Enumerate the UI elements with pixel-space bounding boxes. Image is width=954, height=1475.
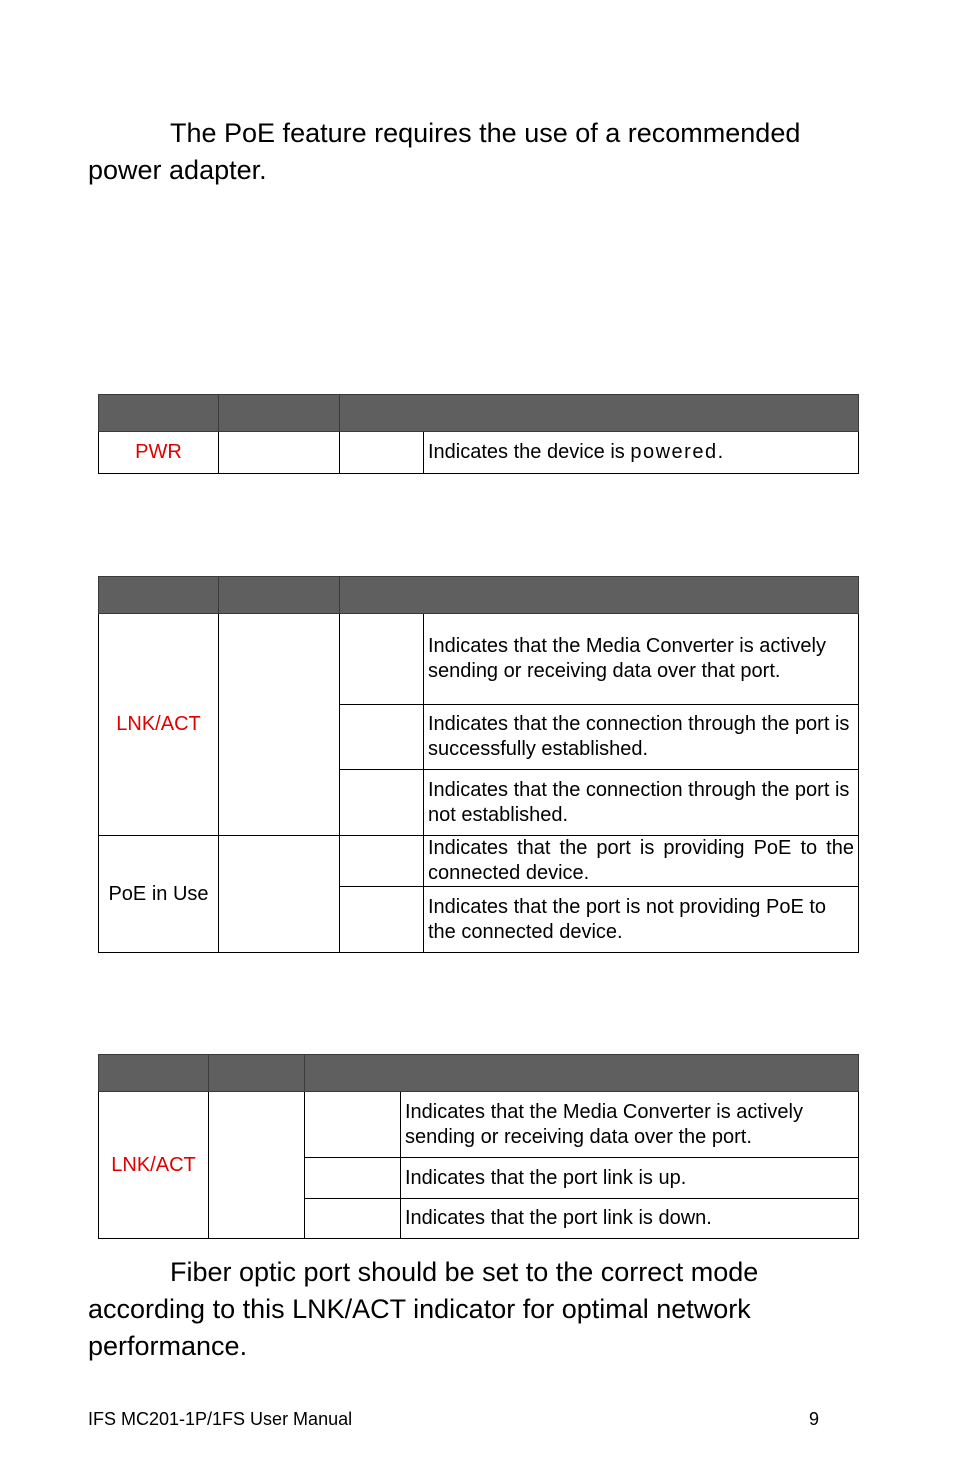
led-status-cell [340, 887, 424, 953]
table-row [99, 432, 859, 474]
led-description-cell: Indicates that the Media Converter is actively sending or receiving data over the port. [401, 1092, 859, 1158]
table-row [99, 1092, 859, 1158]
led-name-cell: PWR [99, 432, 219, 474]
fiber-led-table [98, 1054, 859, 1239]
led-name-cell: LNK/ACT [99, 1092, 209, 1239]
header-cell [99, 577, 219, 614]
header-cell [305, 1055, 859, 1092]
led-status-cell [340, 614, 424, 705]
table-header-row [99, 1055, 859, 1092]
fiber-mode-note-text: Fiber optic port should be set to the correct mode according to this LNK/ACT indicator for optimal network performance. [88, 1257, 759, 1361]
led-description-cell: Indicates that the port is providing PoE to the connected device. [424, 836, 859, 887]
led-description-cell: Indicates that the Media Converter is actively sending or receiving data over that port. [424, 614, 859, 705]
table-row [99, 614, 859, 705]
power-led-table [98, 394, 859, 474]
table-header-row [99, 395, 859, 432]
header-cell [219, 577, 340, 614]
poe-adapter-note-text: The PoE feature requires the use of a recommended power adapter. [88, 118, 801, 185]
table-row [99, 836, 859, 887]
led-status-cell [340, 836, 424, 887]
led-name-cell: LNK/ACT [99, 614, 219, 836]
fiber-mode-note [88, 1254, 878, 1365]
description-emph-text: powered. [630, 441, 725, 463]
poe-adapter-note [88, 115, 878, 189]
led-status-cell [340, 432, 424, 474]
led-status-cell [340, 770, 424, 836]
header-cell [209, 1055, 305, 1092]
led-color-cell [219, 836, 340, 953]
header-cell [219, 395, 340, 432]
led-description-cell [424, 432, 859, 474]
table-header-row [99, 577, 859, 614]
led-status-cell [340, 705, 424, 770]
led-name-cell: PoE in Use [99, 836, 219, 953]
header-cell [99, 1055, 209, 1092]
header-cell [99, 395, 219, 432]
led-status-cell [305, 1158, 401, 1199]
led-description-cell: Indicates that the connection through the port is successfully established. [424, 705, 859, 770]
header-cell [340, 395, 859, 432]
description-text: Indicates the device is [428, 441, 631, 463]
footer-page-number: 9 [809, 1409, 820, 1429]
header-cell [340, 577, 859, 614]
led-description-cell: Indicates that the port link is up. [401, 1158, 859, 1199]
led-color-cell [209, 1092, 305, 1239]
footer-manual-title: IFS MC201-1P/1FS User Manual [88, 1409, 353, 1429]
led-color-cell [219, 432, 340, 474]
led-status-cell [305, 1092, 401, 1158]
ethernet-led-table [98, 576, 859, 953]
led-description-cell: Indicates that the connection through the port is not established. [424, 770, 859, 836]
led-description-cell: Indicates that the port is not providing PoE to the connected device. [424, 887, 859, 953]
led-description-cell: Indicates that the port link is down. [401, 1199, 859, 1239]
led-status-cell [305, 1199, 401, 1239]
led-color-cell [219, 614, 340, 836]
